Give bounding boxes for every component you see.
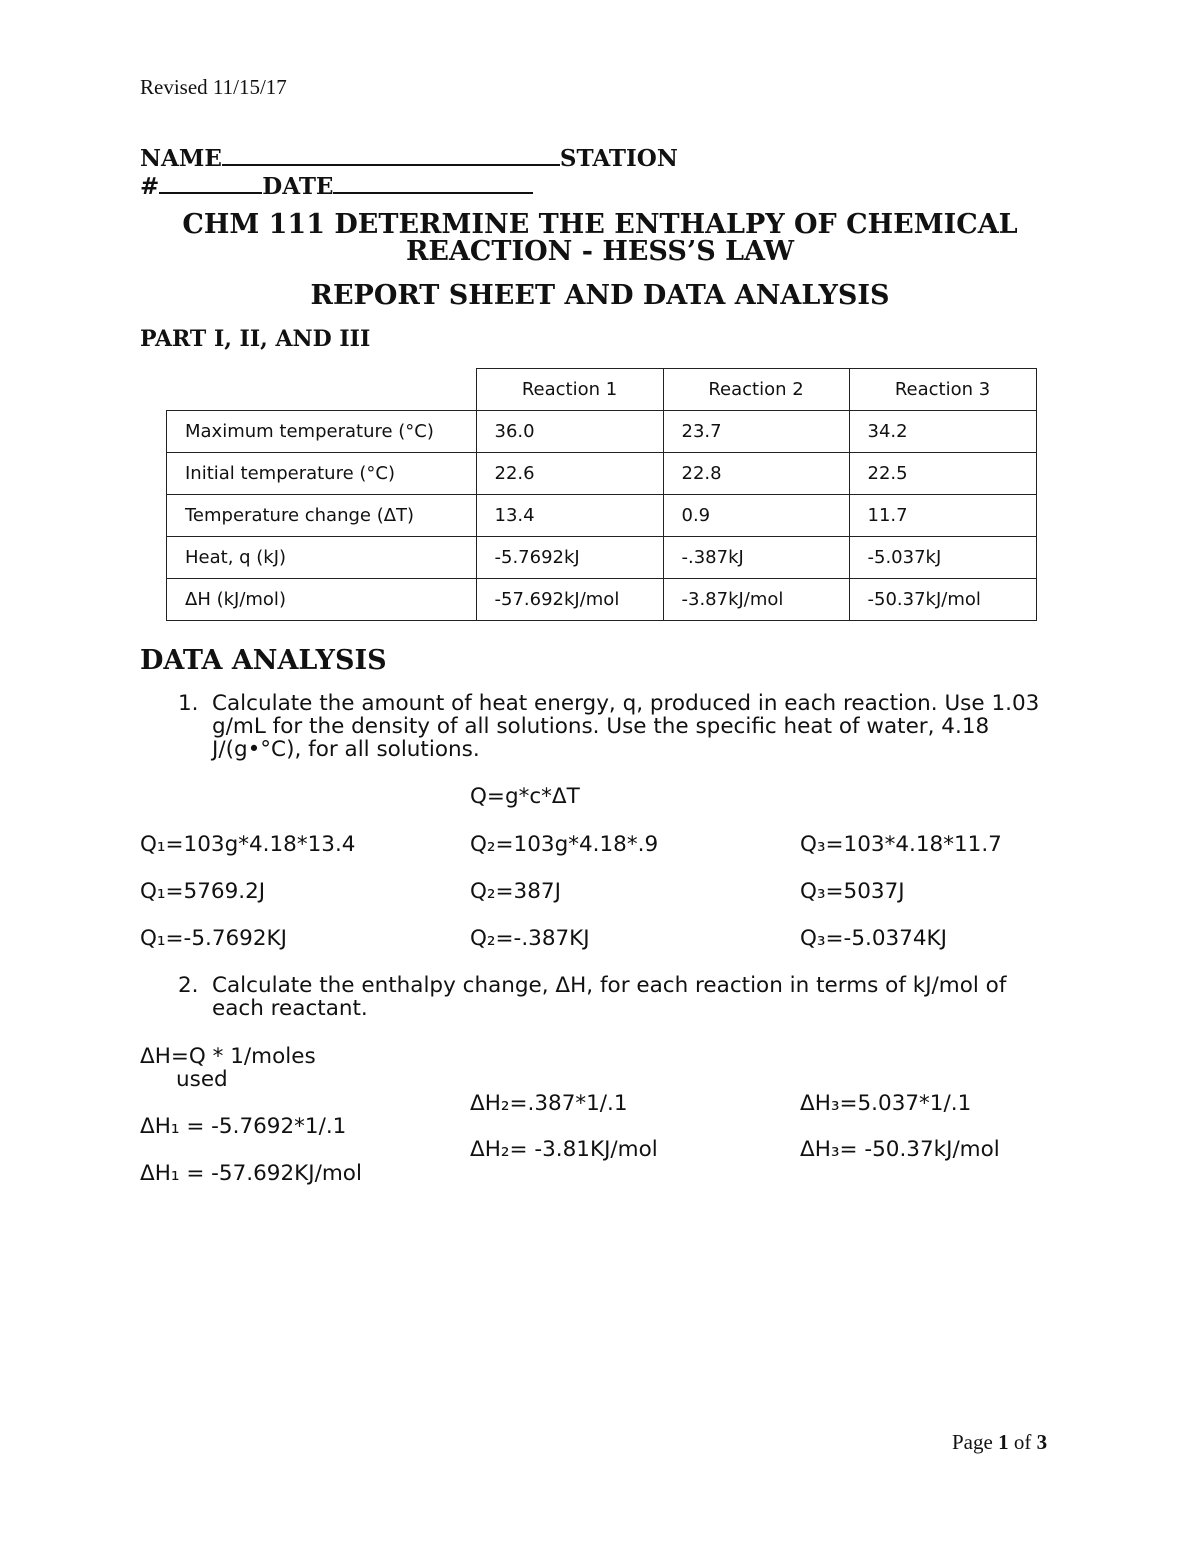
table-cell: 13.4 <box>476 495 663 537</box>
table-row <box>167 453 1037 495</box>
station-label: STATION <box>559 145 678 172</box>
table-cell: 22.8 <box>663 453 849 495</box>
q1-kj: Q₁=-5.7692KJ <box>140 926 287 951</box>
heat-formula: Q=g*c*ΔT <box>470 784 580 809</box>
row-label: ΔH (kJ/mol) <box>167 579 477 621</box>
table-cell: -5.037kJ <box>849 537 1036 579</box>
current-page: 1 <box>998 1430 1009 1454</box>
of-word: of <box>1013 1430 1032 1454</box>
question-1-number: 1. <box>178 691 199 716</box>
date-blank[interactable] <box>333 170 533 194</box>
page-subtitle: REPORT SHEET AND DATA ANALYSIS <box>310 280 890 311</box>
part-heading: PART I, II, AND III <box>140 326 371 352</box>
station-date-line <box>140 170 533 200</box>
date-label: DATE <box>262 173 334 200</box>
station-blank[interactable] <box>159 170 262 194</box>
table-cell: -.387kJ <box>663 537 849 579</box>
q2-calc: Q₂=103g*4.18*.9 <box>470 832 659 857</box>
q1-joules: Q₁=5769.2J <box>140 879 266 904</box>
station-hash: # <box>140 173 160 200</box>
dh1-result: ΔH₁ = -57.692KJ/mol <box>140 1161 362 1186</box>
table-cell: 22.6 <box>476 453 663 495</box>
table-row <box>167 537 1037 579</box>
data-analysis-heading: DATA ANALYSIS <box>140 645 387 676</box>
row-label: Heat, q (kJ) <box>167 537 477 579</box>
enthalpy-formula: ΔH=Q * 1/moles <box>140 1044 316 1069</box>
name-blank[interactable] <box>222 142 560 166</box>
row-label: Temperature change (ΔT) <box>167 495 477 537</box>
table-row <box>167 411 1037 453</box>
page-word: Page <box>952 1430 993 1454</box>
dh1-calc: ΔH₁ = -5.7692*1/.1 <box>140 1114 347 1139</box>
q3-joules: Q₃=5037J <box>800 879 905 904</box>
total-pages: 3 <box>1036 1430 1048 1454</box>
table-cell: 11.7 <box>849 495 1036 537</box>
table-row <box>167 495 1037 537</box>
dh3-result: ΔH₃= -50.37kJ/mol <box>800 1137 1000 1162</box>
question-2-number: 2. <box>178 973 199 998</box>
table-row <box>167 579 1037 621</box>
table-header-row <box>167 369 1037 411</box>
question-2-text: Calculate the enthalpy change, ΔH, for each reaction in terms of kJ/mol of each reactant. <box>212 973 1007 1021</box>
table-cell: 36.0 <box>476 411 663 453</box>
results-table <box>166 368 1037 621</box>
table-cell: -3.87kJ/mol <box>663 579 849 621</box>
row-label: Maximum temperature (°C) <box>167 411 477 453</box>
dh2-result: ΔH₂= -3.81KJ/mol <box>470 1137 658 1162</box>
table-cell: -57.692kJ/mol <box>476 579 663 621</box>
table-corner <box>167 369 477 411</box>
name-label: NAME <box>140 145 222 172</box>
question-1-text: Calculate the amount of heat energy, q, produced in each reaction. Use 1.03 g/mL for the density of all solutions. Use the specific heat of water, 4.18 J/(g•°C), for all solutions. <box>212 691 1040 762</box>
q3-calc: Q₃=103*4.18*11.7 <box>800 832 1002 857</box>
q2-kj: Q₂=-.387KJ <box>470 926 590 951</box>
dh3-calc: ΔH₃=5.037*1/.1 <box>800 1091 972 1116</box>
enthalpy-formula-cont: used <box>176 1067 228 1092</box>
q2-joules: Q₂=387J <box>470 879 561 904</box>
revised-date: Revised 11/15/17 <box>140 75 287 99</box>
column-header: Reaction 2 <box>663 369 849 411</box>
table-cell: -5.7692kJ <box>476 537 663 579</box>
table-cell: 22.5 <box>849 453 1036 495</box>
table-cell: -50.37kJ/mol <box>849 579 1036 621</box>
q3-kj: Q₃=-5.0374KJ <box>800 926 947 951</box>
column-header: Reaction 3 <box>849 369 1036 411</box>
table-cell: 23.7 <box>663 411 849 453</box>
page-title-line1: CHM 111 DETERMINE THE ENTHALPY OF CHEMICAL <box>182 209 1018 240</box>
q1-calc: Q₁=103g*4.18*13.4 <box>140 832 356 857</box>
page-title-line2: REACTION - HESS’S LAW <box>405 236 795 267</box>
page-number <box>952 1430 1047 1455</box>
dh2-calc: ΔH₂=.387*1/.1 <box>470 1091 628 1116</box>
table-cell: 34.2 <box>849 411 1036 453</box>
column-header: Reaction 1 <box>476 369 663 411</box>
table-cell: 0.9 <box>663 495 849 537</box>
row-label: Initial temperature (°C) <box>167 453 477 495</box>
name-station-line <box>140 142 678 172</box>
